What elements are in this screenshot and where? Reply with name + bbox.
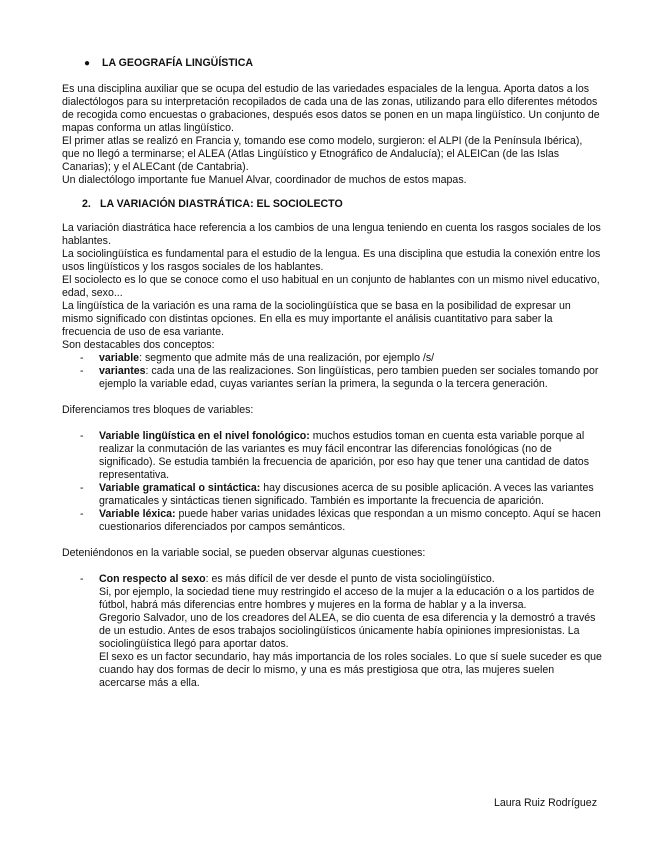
list-item [62, 508, 602, 534]
document-page [62, 57, 602, 690]
list-item [62, 430, 602, 482]
dash-icon: - [80, 508, 84, 520]
concept-text: : cada una de las realizaciones. Son lingüísticas, pero tambien pueden ser sociales tomando por ejemplo la variable edad, cuyas variantes serían la primera, la segunda o la tercera generación. [99, 365, 599, 390]
block-text: puede haber varias unidades léxicas que respondan a un mismo concepto. Aquí se hacen cuestionarios diferenciados por campos semánticos. [99, 508, 601, 533]
section2-number: 2. [82, 198, 91, 210]
social-term: Con respecto al sexo [99, 573, 206, 585]
paragraph: Gregorio Salvador, uno de los creadores del ALEA, se dio cuenta de esa diferencia y la demostró a través de un estudio. Antes de esos trabajos sociolingüísticos únicamente había opiniones impresionistas. La sociolingüística llegó para aportar datos. [99, 612, 596, 650]
concept-text: : segmento que admite más de una realización, por ejemplo /s/ [139, 352, 435, 364]
list-item [62, 573, 602, 690]
bullet-icon: ● [84, 58, 91, 69]
paragraph: El sociolecto es lo que se conoce como el uso habitual en un conjunto de hablantes con un mismo nivel educativo, edad, sexo... [62, 274, 600, 299]
list-item [62, 482, 602, 508]
dash-icon: - [80, 365, 84, 377]
social-list [62, 573, 602, 690]
paragraph: Si, por ejemplo, la sociedad tiene muy restringido el acceso de la mujer a la educación o a los partidos de fútbol, habrá más diferencias entre hombres y mujeres en la forma de hablar y a la inversa. [99, 586, 595, 611]
paragraph: El sexo es un factor secundario, hay más importancia de los roles sociales. Lo que sí suele suceder es que cuando hay dos formas de decir lo mismo, y una es más prestigiosa que otra, las mujeres suelen acercarse más a ella. [99, 651, 602, 689]
social-text: : es más difícil de ver desde el punto de vista sociolingüístico. [205, 573, 495, 585]
paragraph: Diferenciamos tres bloques de variables: [62, 404, 254, 416]
concept-term: variable [99, 352, 140, 364]
list-item [62, 352, 602, 365]
paragraph: La variación diastrática hace referencia a los cambios de una lengua teniendo en cuenta los rasgos sociales de los hablantes. [62, 222, 601, 247]
concepts-list [62, 352, 602, 391]
dash-icon: - [80, 352, 84, 364]
dash-icon: - [80, 430, 84, 442]
dash-icon: - [80, 573, 84, 585]
dash-icon: - [80, 482, 84, 494]
block-text: hay discusiones acerca de su posible aplicación. A veces las variantes gramaticales y sintácticas tienen significado. También es importante la frecuencia de aparición. [99, 482, 594, 507]
paragraph: El primer atlas se realizó en Francia y, tomando ese como modelo, surgieron: el ALPI (de la Península Ibérica), que no llegó a terminarse; el ALEA (Atlas Lingüístico y Etnográfico de Andalucía); el ALEICan (de las Islas Canarias); y el ALECant (de Cantabria). [62, 135, 583, 173]
block-text: muchos estudios toman en cuenta esta variable porque al realizar la conmutación de las variantes es muy fácil encontrar las diferencias fonológicas (no de significado). Se estudia también la frecuencia de aparición, por eso hay que tener una cantidad de datos representativa. [99, 430, 589, 481]
list-item [62, 365, 602, 391]
paragraph: Deteniéndonos en la variable social, se pueden observar algunas cuestiones: [62, 547, 426, 559]
block-term: Variable léxica: [99, 508, 176, 520]
paragraph: Un dialectólogo importante fue Manuel Alvar, coordinador de muchos de estos mapas. [62, 174, 467, 186]
block-term: Variable gramatical o sintáctica: [99, 482, 261, 494]
section1-heading [84, 57, 602, 70]
paragraph: La lingüística de la variación es una rama de la sociolingüística que se basa en la posibilidad de expresar un mismo significado con distintas opciones. En ella es muy importante el análisis cuantitativo para saber la frecuencia de uso de esa variante. [62, 300, 571, 338]
section2-heading [82, 198, 602, 211]
paragraph: Es una disciplina auxiliar que se ocupa del estudio de las variedades espaciales de la lengua. Aporta datos a los dialectólogos para su interpretación recopilados de cada una de las zonas, utilizando para ello diferentes métodos de recogida como encuestas o grabaciones, después esos datos se ponen en un mapa lingüístico. Un conjunto de mapas conforma un atlas lingüístico. [62, 83, 600, 134]
section2-heading-text: LA VARIACIÓN DIASTRÁTICA: EL SOCIOLECTO [100, 198, 343, 210]
footer-author: Laura Ruiz Rodríguez [493, 797, 597, 809]
blocks-list [62, 430, 602, 534]
paragraph: La sociolingüística es fundamental para el estudio de la lengua. Es una disciplina que estudia la conexión entre los usos lingüísticos y los rasgos sociales de los hablantes. [62, 248, 601, 273]
paragraph: Son destacables dos conceptos: [62, 339, 215, 351]
section1-heading-text: LA GEOGRAFÍA LINGÜÍSTICA [102, 57, 254, 69]
concept-term: variantes [99, 365, 146, 377]
block-term: Variable lingüística en el nivel fonológico: [99, 430, 310, 442]
